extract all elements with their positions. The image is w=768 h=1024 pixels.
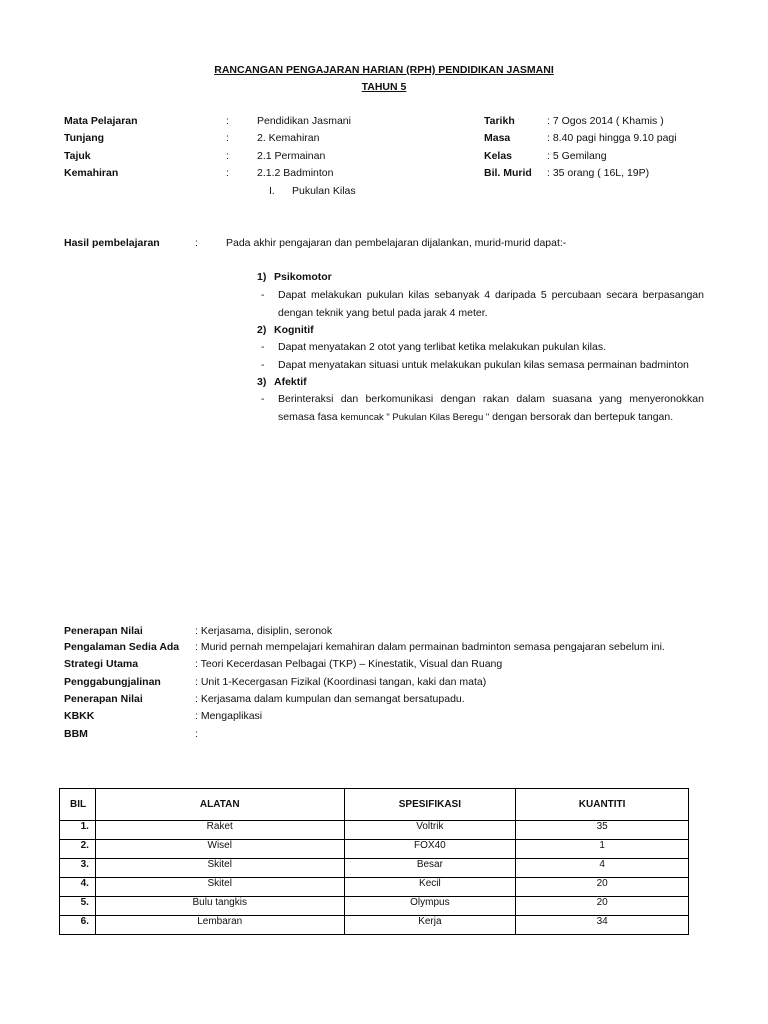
cell-bil: 6. [60, 916, 96, 935]
detail-label-bbm: BBM [64, 728, 88, 740]
header-kuantiti: KUANTITI [516, 789, 689, 821]
table-row [60, 840, 689, 859]
detail-label-penerapan-nilai-2: Penerapan Nilai [64, 693, 143, 705]
bullet-dash: - [261, 393, 265, 405]
cell-kuantiti: 1 [516, 840, 689, 859]
hasil-intro: Pada akhir pengajaran dan pembelajaran dijalankan, murid-murid dapat:- [226, 237, 567, 249]
cell-bil: 2. [60, 840, 96, 859]
info-sub-number: I. [269, 185, 275, 197]
info-value-tunjang: 2. Kemahiran [257, 132, 320, 144]
table-row [60, 859, 689, 878]
info-value-kemahiran: 2.1.2 Badminton [257, 167, 334, 179]
outcome-psikomotor-1: Dapat melakukan pukulan kilas sebanyak 4 daripada 5 percubaan secara berpasangan dengan teknik yang betul pada jarak 4 meter. [278, 289, 704, 319]
detail-value-penggabungjalinan: : Unit 1-Kecergasan Fizikal (Koordinasi tangan, kaki dan mata) [195, 676, 487, 688]
table-row [60, 916, 689, 935]
cell-spesifikasi: Kerja [344, 916, 516, 935]
section-number-kognitif: 2) [257, 324, 267, 336]
detail-value-kbkk: : Mengaplikasi [195, 710, 263, 722]
outcome-afektif-1 [278, 390, 704, 427]
cell-spesifikasi: Olympus [344, 897, 516, 916]
cell-alatan: Wisel [95, 840, 344, 859]
cell-spesifikasi: Kecil [344, 878, 516, 897]
detail-label-strategi: Strategi Utama [64, 658, 139, 670]
cell-alatan: Skitel [95, 859, 344, 878]
cell-kuantiti: 20 [516, 897, 689, 916]
hasil-colon: : [195, 237, 198, 249]
detail-value-bbm: : [195, 728, 198, 740]
info-colon: : [226, 132, 229, 144]
info-value-mata-pelajaran: Pendidikan Jasmani [257, 115, 351, 127]
cell-alatan: Skitel [95, 878, 344, 897]
table-header-row [60, 789, 689, 821]
info-label-mata-pelajaran: Mata Pelajaran [64, 115, 138, 127]
info-label-tunjang: Tunjang [64, 132, 105, 144]
info-colon: : [226, 150, 229, 162]
info-sub-text: Pukulan Kilas [292, 185, 356, 197]
equipment-table [59, 788, 689, 935]
header-spesifikasi: SPESIFIKASI [344, 789, 516, 821]
table-row [60, 821, 689, 840]
info-label-bil-murid: Bil. Murid [484, 167, 532, 179]
info-value-kelas: : 5 Gemilang [547, 150, 607, 162]
detail-label-kbkk: KBKK [64, 710, 95, 722]
cell-spesifikasi: Besar [344, 859, 516, 878]
header-bil: BIL [60, 789, 96, 821]
document-title: RANCANGAN PENGAJARAN HARIAN (RPH) PENDIDIKAN JASMANI [214, 64, 554, 76]
hasil-label: Hasil pembelajaran [64, 237, 160, 249]
cell-spesifikasi: Voltrik [344, 821, 516, 840]
cell-kuantiti: 4 [516, 859, 689, 878]
cell-bil: 4. [60, 878, 96, 897]
section-number-afektif: 3) [257, 376, 267, 388]
section-number-psikomotor: 1) [257, 271, 267, 283]
bullet-dash: - [261, 359, 265, 371]
bullet-dash: - [261, 341, 265, 353]
detail-value-strategi: : Teori Kecerdasan Pelbagai (TKP) – Kinestatik, Visual dan Ruang [195, 658, 503, 670]
info-colon: : [226, 167, 229, 179]
cell-spesifikasi: FOX40 [344, 840, 516, 859]
cell-bil: 5. [60, 897, 96, 916]
detail-label-penggabungjalinan: Penggabungjalinan [64, 676, 161, 688]
detail-label-pengalaman: Pengalaman Sedia Ada [64, 641, 180, 653]
detail-value-penerapan-nilai-2: : Kerjasama dalam kumpulan dan semangat bersatupadu. [195, 693, 465, 705]
info-label-masa: Masa [484, 132, 511, 144]
section-title-kognitif: Kognitif [274, 324, 314, 336]
info-value-masa: : 8.40 pagi hingga 9.10 pagi [547, 132, 677, 144]
afektif-text-b: kemuncak " Pukulan Kilas Beregu " [340, 412, 490, 423]
header-alatan: ALATAN [95, 789, 344, 821]
cell-kuantiti: 20 [516, 878, 689, 897]
afektif-text-c: dengan bersorak dan bertepuk tangan. [489, 411, 674, 423]
info-value-bil-murid: : 35 orang ( 16L, 19P) [547, 167, 650, 179]
bullet-dash: - [261, 289, 265, 301]
cell-alatan: Bulu tangkis [95, 897, 344, 916]
info-label-kemahiran: Kemahiran [64, 167, 119, 179]
cell-bil: 1. [60, 821, 96, 840]
info-label-tajuk: Tajuk [64, 150, 91, 162]
cell-kuantiti: 34 [516, 916, 689, 935]
info-colon: : [226, 115, 229, 127]
cell-kuantiti: 35 [516, 821, 689, 840]
detail-value-penerapan-nilai: : Kerjasama, disiplin, seronok [195, 625, 333, 637]
table-row [60, 878, 689, 897]
document-subtitle: TAHUN 5 [361, 81, 407, 93]
section-title-afektif: Afektif [274, 376, 307, 388]
detail-value-pengalaman: : Murid pernah mempelajari kemahiran dalam permainan badminton semasa pengajaran sebelum ini. [195, 641, 665, 653]
outcome-kognitif-2: Dapat menyatakan situasi untuk melakukan pukulan kilas semasa permainan badminton [278, 359, 689, 371]
cell-alatan: Lembaran [95, 916, 344, 935]
section-title-psikomotor: Psikomotor [274, 271, 332, 283]
afektif-text-a: Berinteraksi dan berkomunikasi dengan rakan dalam suasana yang menyeronokkan semasa fasa [278, 393, 704, 423]
info-value-tajuk: 2.1 Permainan [257, 150, 326, 162]
cell-alatan: Raket [95, 821, 344, 840]
outcome-kognitif-1: Dapat menyatakan 2 otot yang terlibat ketika melakukan pukulan kilas. [278, 341, 607, 353]
info-value-tarikh: : 7 Ogos 2014 ( Khamis ) [547, 115, 664, 127]
info-label-kelas: Kelas [484, 150, 513, 162]
info-label-tarikh: Tarikh [484, 115, 515, 127]
cell-bil: 3. [60, 859, 96, 878]
table-row [60, 897, 689, 916]
detail-label-penerapan-nilai: Penerapan Nilai [64, 625, 143, 637]
